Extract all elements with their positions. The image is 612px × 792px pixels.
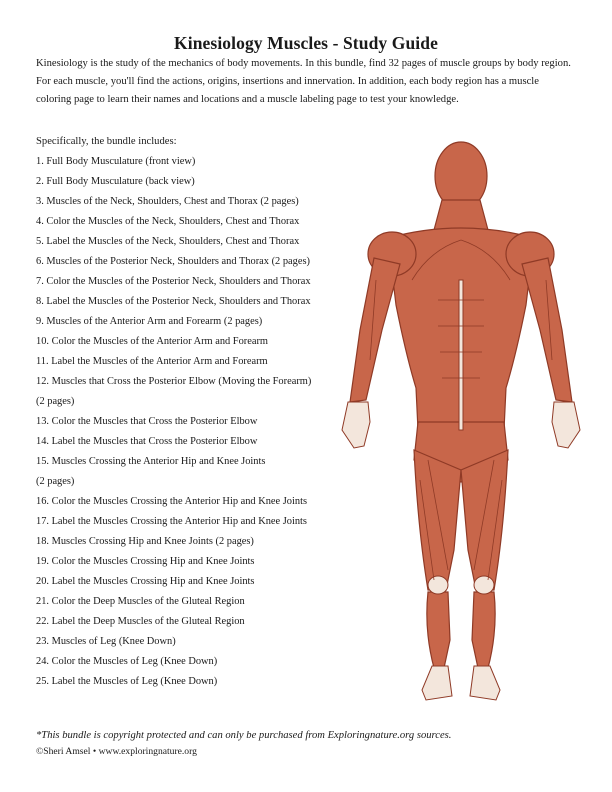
list-item: 7. Color the Muscles of the Posterior Neck, Shoulders and Thorax [36, 276, 311, 287]
list-item: (2 pages) [36, 476, 75, 487]
list-item: 1. Full Body Musculature (front view) [36, 156, 196, 167]
list-item: 25. Label the Muscles of Leg (Knee Down) [36, 676, 218, 687]
list-item: 16. Color the Muscles Crossing the Anterior Hip and Knee Joints [36, 496, 307, 507]
figure-linea-alba [459, 280, 463, 430]
list-item: 10. Color the Muscles of the Anterior Arm and Forearm [36, 336, 269, 347]
figure-left-thigh [414, 450, 461, 590]
copyright-note: *This bundle is copyright protected and can only be purchased from Exploringnature.org sources. [36, 730, 452, 741]
list-item: 6. Muscles of the Posterior Neck, Shoulders and Thorax (2 pages) [36, 256, 310, 267]
figure-right-thigh [461, 450, 508, 590]
figure-right-foot [470, 666, 500, 700]
list-item: 23. Muscles of Leg (Knee Down) [36, 636, 176, 647]
figure-right-hand [552, 402, 580, 448]
list-item: 18. Muscles Crossing Hip and Knee Joints (2 pages) [36, 536, 254, 547]
figure-right-leg [472, 592, 495, 668]
figure-left-foot [422, 666, 452, 700]
list-item: 15. Muscles Crossing the Anterior Hip and Knee Joints [36, 456, 266, 467]
figure-left-leg [427, 592, 450, 668]
list-item: 19. Color the Muscles Crossing Hip and Knee Joints [36, 556, 255, 567]
list-item: 12. Muscles that Cross the Posterior Elbow (Moving the Forearm) [36, 376, 312, 387]
list-item: 24. Color the Muscles of Leg (Knee Down) [36, 656, 218, 667]
list-item: 9. Muscles of the Anterior Arm and Forearm (2 pages) [36, 316, 263, 327]
list-item: 2. Full Body Musculature (back view) [36, 176, 195, 187]
figure-right-arm [522, 258, 572, 402]
list-item: 21. Color the Deep Muscles of the Gluteal Region [36, 596, 245, 607]
list-item: 11. Label the Muscles of the Anterior Arm and Forearm [36, 356, 268, 367]
list-item: 17. Label the Muscles Crossing the Anterior Hip and Knee Joints [36, 516, 307, 527]
list-item: 8. Label the Muscles of the Posterior Neck, Shoulders and Thorax [36, 296, 311, 307]
list-item: 13. Color the Muscles that Cross the Posterior Elbow [36, 416, 258, 427]
page-title: Kinesiology Muscles - Study Guide [174, 33, 438, 53]
muscle-figure-illustration [330, 130, 592, 720]
figure-left-hand [342, 402, 370, 448]
bundle-list-heading: Specifically, the bundle includes: [36, 136, 177, 147]
figure-left-arm [350, 258, 400, 402]
list-item: 4. Color the Muscles of the Neck, Shoulders, Chest and Thorax [36, 216, 300, 227]
list-item: (2 pages) [36, 396, 75, 407]
list-item: 5. Label the Muscles of the Neck, Shoulders, Chest and Thorax [36, 236, 300, 247]
figure-right-knee [474, 576, 494, 594]
intro-paragraph: Kinesiology is the study of the mechanics of body movements. In this bundle, find 32 pages of muscle groups by body region. For each muscle, you'll find the actions, origins, insertions and innervation. In addition, each body region has a muscle coloring page to learn their names and locations and a muscle labeling page to test your knowledge. [36, 58, 571, 105]
figure-neck [434, 200, 488, 230]
list-item: 20. Label the Muscles Crossing Hip and Knee Joints [36, 576, 255, 587]
bundle-contents-list [36, 152, 311, 692]
figure-left-knee [428, 576, 448, 594]
list-item: 22. Label the Deep Muscles of the Gluteal Region [36, 616, 245, 627]
author-credit: ©Sheri Amsel • www.exploringnature.org [36, 746, 197, 757]
list-item: 14. Label the Muscles that Cross the Posterior Elbow [36, 436, 258, 447]
list-item: 3. Muscles of the Neck, Shoulders, Chest and Thorax (2 pages) [36, 196, 299, 207]
